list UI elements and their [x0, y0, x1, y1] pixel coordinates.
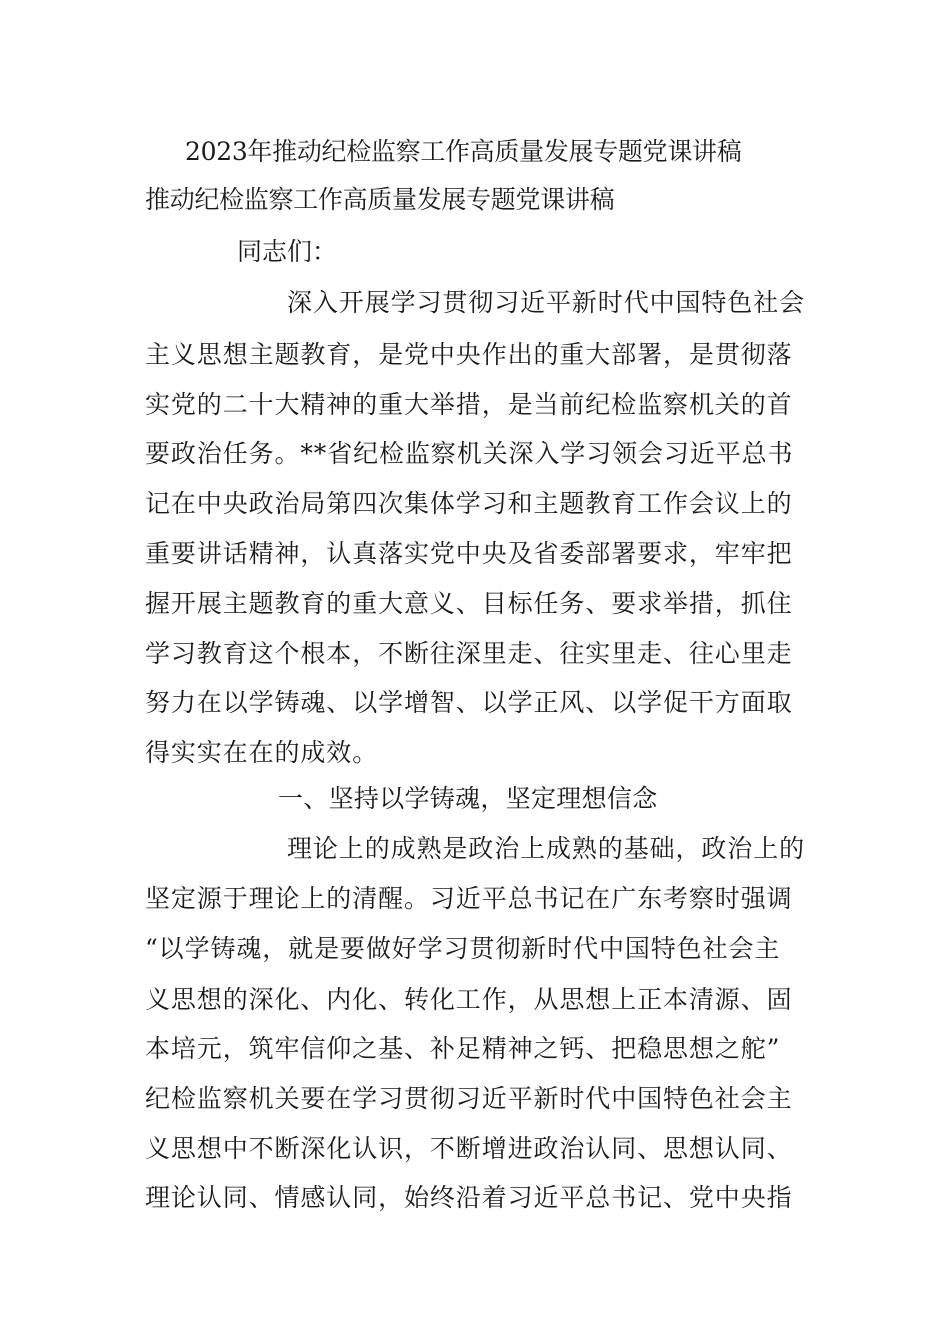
document-title: 2023年推动纪检监察工作高质量发展专题党课讲稿 [185, 137, 742, 166]
section-heading: 一、坚持以学铸魂，坚定理想信念 [278, 784, 658, 813]
paragraph2-line: “以学铸魂，就是要做好学习贯彻新时代中国特色社会主 [145, 934, 781, 963]
paragraph1-line: 努力在以学铸魂、以学增智、以学正风、以学促干方面取 [145, 688, 793, 717]
paragraph1-line: 深入开展学习贯彻习近平新时代中国特色社会 [287, 288, 806, 317]
paragraph2-line: 理论认同、情感认同，始终沿着习近平总书记、党中央指 [145, 1183, 793, 1212]
paragraph2-line: 纪检监察机关要在学习贯彻习近平新时代中国特色社会主 [145, 1084, 793, 1113]
paragraph1-line: 主义思想主题教育，是党中央作出的重大部署，是贯彻落 [145, 340, 793, 369]
paragraph2-line: 义思想中不断深化认识，不断增进政治认同、思想认同、 [145, 1134, 793, 1163]
paragraph2-line: 义思想的深化、内化、转化工作，从思想上正本清源、固 [145, 985, 793, 1014]
paragraph2-line: 理论上的成熟是政治上成熟的基础，政治上的 [287, 834, 806, 863]
document-subtitle: 推动纪检监察工作高质量发展专题党课讲稿 [145, 185, 615, 214]
paragraph2-line: 坚定源于理论上的清醒。习近平总书记在广东考察时强调 [145, 884, 793, 913]
paragraph1-line: 实党的二十大精神的重大举措，是当前纪检监察机关的首 [145, 390, 793, 419]
paragraph1-line: 要政治任务。**省纪检监察机关深入学习领会习近平总书 [145, 439, 794, 468]
paragraph1-line: 握开展主题教育的重大意义、目标任务、要求举措，抓住 [145, 589, 793, 618]
paragraph1-line: 重要讲话精神，认真落实党中央及省委部署要求，牢牢把 [145, 539, 793, 568]
paragraph1-line: 学习教育这个根本，不断往深里走、往实里走、往心里走 [145, 639, 793, 668]
paragraph1-line: 得实实在在的成效。 [145, 738, 379, 767]
salutation: 同志们： [237, 237, 338, 266]
paragraph2-line: 本培元，筑牢信仰之基、补足精神之钙、把稳思想之舵” [145, 1034, 781, 1063]
paragraph1-line: 记在中央政治局第四次集体学习和主题教育工作会议上的 [145, 489, 793, 518]
